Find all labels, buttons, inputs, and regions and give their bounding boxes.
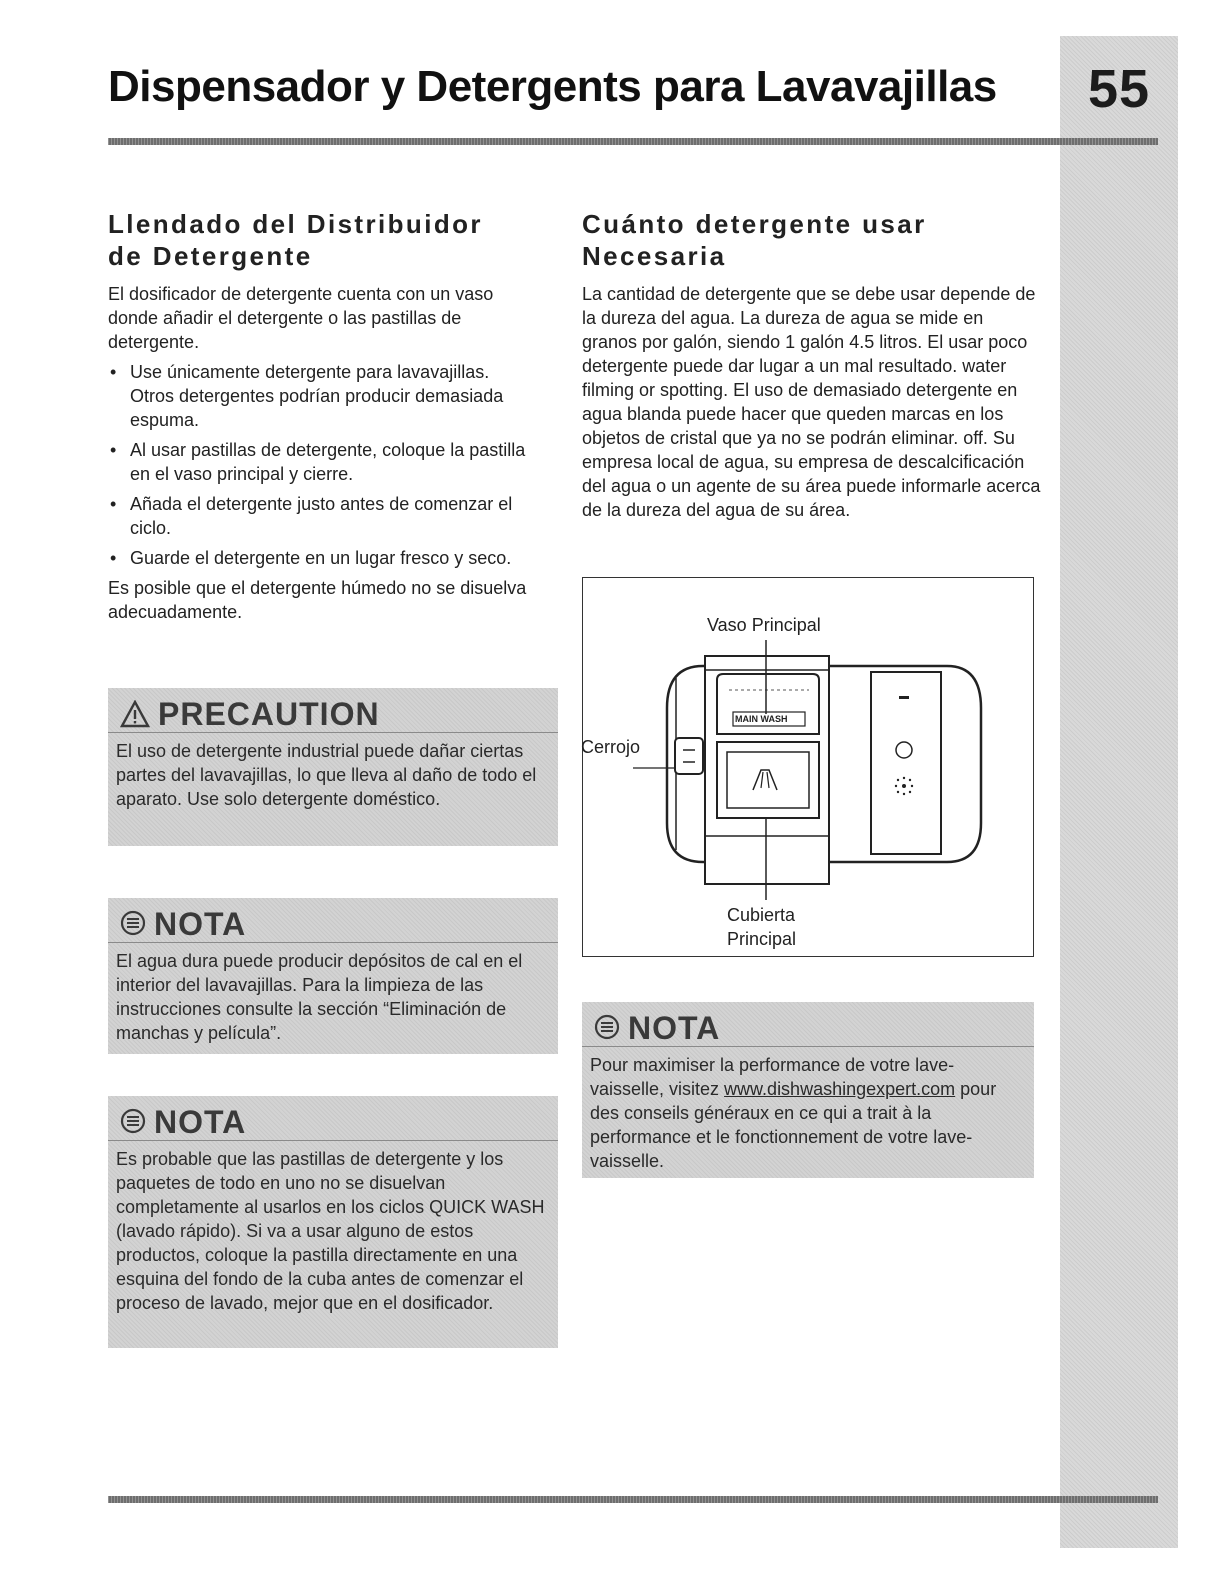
page-number: 55	[1087, 59, 1151, 119]
note-box-hard-water	[108, 898, 558, 1054]
note-icon	[594, 1014, 620, 1040]
note-header	[582, 1002, 1034, 1047]
section-heading-fill-dispenser	[108, 208, 538, 272]
label-main-wash: MAIN WASH	[735, 714, 788, 724]
caution-text: El uso de detergente industrial puede dañar ciertas partes del lavavajillas, lo que lleva al daño de todo el aparato. Use solo detergente doméstico.	[116, 741, 537, 809]
note-title: NOTA	[628, 1010, 721, 1046]
note-text: Es probable que las pastillas de detergente y los paquetes de todo en uno no se disuelvan completamente al usarlos en los ciclos QUICK WASH (lavado rápido). Si va a usar alguno de estos productos, coloque la pastilla directamente en una esquina del fondo de la cuba antes de comenzar el proceso de lavado, mejor que en el dosificador.	[116, 1149, 545, 1313]
heading-line: Necesaria	[582, 241, 727, 271]
right-column	[582, 208, 1042, 522]
bullet-item: • Use únicamente detergente para lavavajillas. Otros detergentes podrían producir demasiada espuma.	[108, 360, 538, 432]
label-cover-line2: Principal	[727, 929, 797, 949]
bottom-rule	[108, 1496, 1158, 1503]
caution-box	[108, 688, 558, 846]
note-title: NOTA	[154, 906, 247, 942]
dispenser-figure	[582, 577, 1034, 957]
label-main-cup: Vaso Principal	[707, 615, 821, 635]
note-icon	[120, 1108, 146, 1134]
heading-line: Cuánto detergente usar	[582, 209, 927, 239]
heading-line: Llendado del Distribuidor	[108, 209, 483, 239]
intro-paragraph: El dosificador de detergente cuenta con un vaso donde añadir el detergente o las pastillas de detergente.	[108, 284, 494, 352]
label-latch: Cerrojo	[581, 737, 641, 757]
note-text-start: Pour maximiser la performance de votre lave-vaisselle, visitez	[590, 1055, 955, 1099]
closing-paragraph: Es posible que el detergente húmedo no se disuelva adecuadamente.	[108, 578, 527, 622]
note-header	[108, 898, 558, 943]
label-cover-line1: Cubierta	[727, 905, 796, 925]
bullet-item: • Guarde el detergente en un lugar fresco y seco.	[108, 546, 538, 570]
section-heading-detergent-amount	[582, 208, 1042, 272]
bullet-item: • Al usar pastillas de detergente, coloque la pastilla en el vaso principal y cierre.	[108, 438, 538, 486]
heading-line: de Detergente	[108, 241, 313, 271]
note-header	[108, 1096, 558, 1141]
note-icon	[120, 910, 146, 936]
note-box-quick-wash	[108, 1096, 558, 1348]
detergent-amount-paragraph: La cantidad de detergente que se debe usar depende de la dureza del agua. La dureza de agua se mide en granos por galón, siendo 1 galón 4.5 litros. El usar poco detergente puede dar lugar a un mal resultado. water filming or spotting. El uso de demasiado detergente en agua blanda puede hacer que queden marcas en los objetos de cristal que ya no se podrán eliminar. off. Su empresa local de agua, su empresa de descalcificación del agua o un agente de su área puede informarle acerca de la dureza del agua de su área.	[582, 284, 1041, 520]
side-tab	[1060, 36, 1178, 1548]
bullet-item: • Añada el detergente justo antes de comenzar el ciclo.	[108, 492, 538, 540]
caution-header	[108, 688, 558, 733]
website-link[interactable]: www.dishwashingexpert.com	[724, 1079, 956, 1099]
left-column	[108, 208, 538, 624]
caution-title: PRECAUTION	[158, 696, 380, 732]
note-text-end: pour des conseils généraux en ce qui a trait à la performance et le fonctionnement de votre lave-vaisselle.	[590, 1079, 997, 1171]
note-title: NOTA	[154, 1104, 247, 1140]
note-box-website	[582, 1002, 1034, 1178]
note-text: El agua dura puede producir depósitos de cal en el interior del lavavajillas. Para la limpieza de las instrucciones consulte la sección “Eliminación de manchas y película”.	[116, 951, 523, 1043]
bullet-list	[108, 360, 538, 570]
warning-icon	[120, 700, 150, 728]
page-title: Dispensador y Detergents para Lavavajillas	[108, 62, 997, 111]
top-rule	[108, 138, 1158, 145]
note-text	[582, 1053, 1034, 1185]
